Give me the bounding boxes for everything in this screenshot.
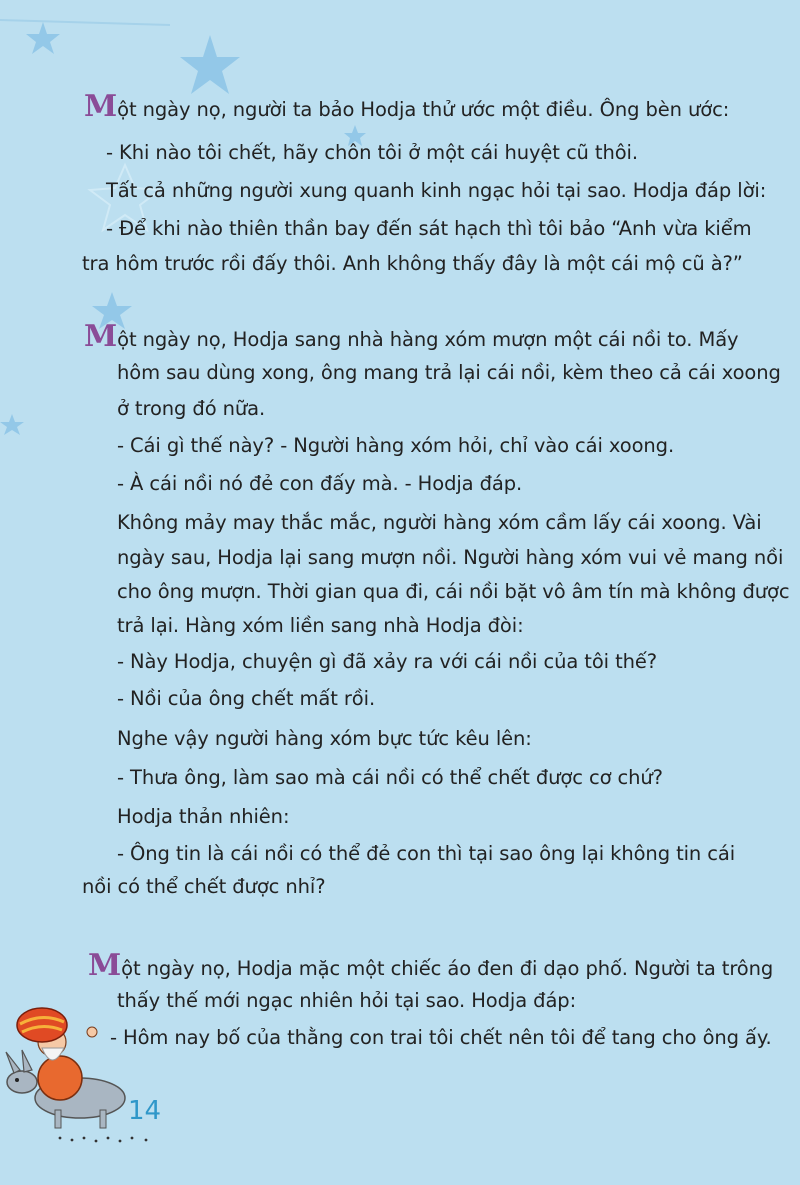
story-line: trả lại. Hàng xóm liền sang nhà Hodja đòi:: [117, 614, 524, 637]
story-line: - Này Hodja, chuyện gì đã xảy ra với cái nồi của tôi thế?: [117, 650, 658, 673]
hodja-donkey-illustration: [0, 990, 160, 1150]
story-line: Không mảy may thắc mắc, người hàng xóm cầm lấy cái xoong. Vài: [117, 511, 762, 534]
story-line: Tất cả những người xung quanh kinh ngạc hỏi tại sao. Hodja đáp lời:: [106, 179, 767, 202]
story-line: - Nồi của ông chết mất rồi.: [117, 687, 376, 710]
story-line: Nghe vậy người hàng xóm bực tức kêu lên:: [117, 727, 532, 750]
dropcap: M: [84, 89, 118, 124]
story-line: ở trong đó nữa.: [117, 397, 266, 420]
story-line: Một ngày nọ, người ta bảo Hodja thử ước một điều. Ông bèn ước:: [84, 89, 730, 124]
story-line: - Hôm nay bố của thằng con trai tôi chết nên tôi để tang cho ông ấy.: [110, 1026, 772, 1049]
story-line: - Để khi nào thiên thần bay đến sát hạch thì tôi bảo “Anh vừa kiểm: [106, 217, 752, 240]
dropcap: M: [88, 948, 122, 983]
story-line: - Cái gì thế này? - Người hàng xóm hỏi, chỉ vào cái xoong.: [117, 434, 675, 457]
dropcap: M: [84, 319, 118, 354]
story-line: - À cái nồi nó đẻ con đấy mà. - Hodja đáp.: [117, 472, 523, 495]
page-number: 14: [128, 1096, 162, 1126]
story-line: hôm sau dùng xong, ông mang trả lại cái nồi, kèm theo cả cái xoong: [117, 361, 781, 384]
story-line: - Ông tin là cái nồi có thể đẻ con thì tại sao ông lại không tin cái: [117, 842, 736, 865]
star-icon: [0, 414, 24, 435]
star-icon: [26, 22, 60, 54]
story-line: tra hôm trước rồi đấy thôi. Anh không thấy đây là một cái mộ cũ à?”: [82, 252, 743, 275]
story-line: - Khi nào tôi chết, hãy chôn tôi ở một cái huyệt cũ thôi.: [106, 141, 638, 164]
story-line: nồi có thể chết được nhỉ?: [82, 875, 326, 898]
story-line: Hodja thản nhiên:: [117, 805, 290, 828]
star-icon: [180, 35, 240, 94]
story-line: cho ông mượn. Thời gian qua đi, cái nồi bặt vô âm tín mà không được: [117, 580, 790, 603]
story-line: Một ngày nọ, Hodja mặc một chiếc áo đen đi dạo phố. Người ta trông: [88, 948, 774, 983]
story-line: - Thưa ông, làm sao mà cái nồi có thể chết được cơ chứ?: [117, 766, 663, 789]
story-line: Một ngày nọ, Hodja sang nhà hàng xóm mượn một cái nồi to. Mấy: [84, 319, 739, 354]
story-line: thấy thế mới ngạc nhiên hỏi tại sao. Hodja đáp:: [117, 989, 577, 1012]
story-line: ngày sau, Hodja lại sang mượn nồi. Người hàng xóm vui vẻ mang nồi: [117, 546, 784, 569]
